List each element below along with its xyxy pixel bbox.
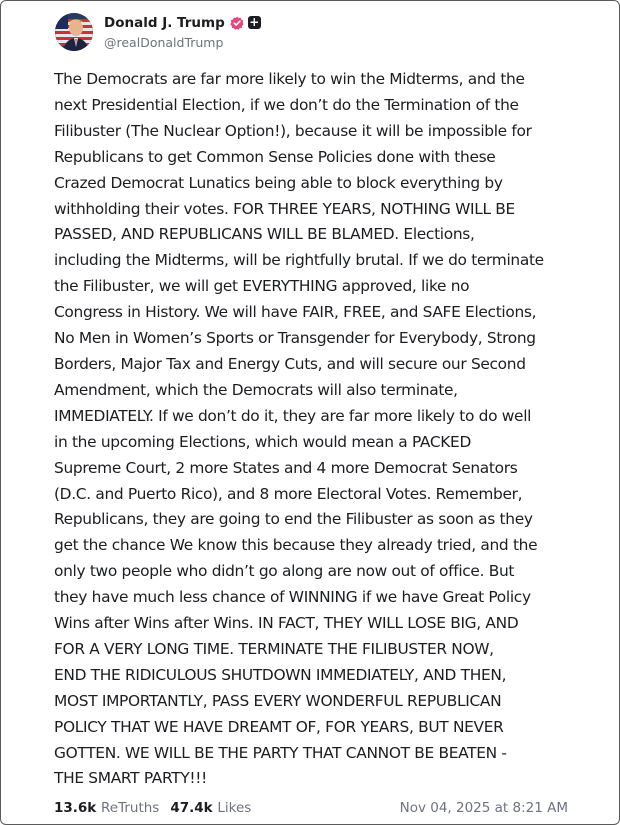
retruths-stat[interactable] (54, 800, 159, 816)
post-body-text: The Democrats are far more likely to win the Midterms, and the next Presidential Election, if we don’t do the Termination of the Filibuster (The Nuclear Option!), because it will be impossible for Republicans to get Common Sense Policies done with these Crazed Democrat Lunatics being able to block everything by withholding their votes. FOR THREE YEARS, NOTHING WILL BE PASSED, AND REPUBLICANS WILL BE BLAMED. Elections, including the Midterms, will be rightfully brutal. If we do terminate the Filibuster, we will get EVERYTHING approved, like no Congress in History. We will have FAIR, FREE, and SAFE Elections, No Men in Women’s Sports or Transgender for Everybody, Strong Borders, Major Tax and Energy Cuts, and will secure our Second Amendment, which the Democrats will also terminate, IMMEDIATELY. If we don’t do it, they are far more likely to do well in the upcoming Elections, which would mean a PACKED Supreme Court, 2 more States and 4 more Democrat Senators (D.C. and Puerto Rico), and 8 more Electoral Votes. Remember, Republicans, they are going to end the Filibuster as soon as they get the chance We know this because they already tried, and the only two people who didn’t go along are now out of office. But they have much less chance of WINNING if we have Great Policy Wins after Wins after Wins. IN FACT, THEY WILL LOSE BIG, AND FOR A VERY LONG TIME. TERMINATE THE FILIBUSTER NOW, END THE RIDICULOUS SHUTDOWN IMMEDIATELY, AND THEN, MOST IMPORTANTLY, PASS EVERY WONDERFUL REPUBLICAN POLICY THAT WE HAVE DREAMT OF, FOR YEARS, BUT NEVER GOTTEN. WE WILL BE THE PARTY THAT CANNOT BE BEATEN - THE SMART PARTY!!! (54, 70, 544, 788)
avatar-image (55, 13, 93, 51)
verified-badge-icon (230, 16, 244, 30)
likes-label: Likes (217, 800, 252, 816)
retruths-count: 13.6k (54, 800, 101, 816)
retruths-label: ReTruths (101, 800, 160, 816)
likes-count: 47.4k (170, 800, 218, 816)
author-handle[interactable]: @realDonaldTrump (104, 35, 224, 50)
post-timestamp[interactable]: Nov 04, 2025 at 8:21 AM (399, 800, 568, 816)
plus-icon[interactable]: + (249, 15, 260, 29)
post-stats (54, 800, 251, 816)
author-name-row (104, 13, 261, 32)
likes-stat[interactable] (170, 800, 251, 816)
author-display-name[interactable]: Donald J. Trump (104, 14, 225, 31)
avatar[interactable] (55, 13, 93, 51)
